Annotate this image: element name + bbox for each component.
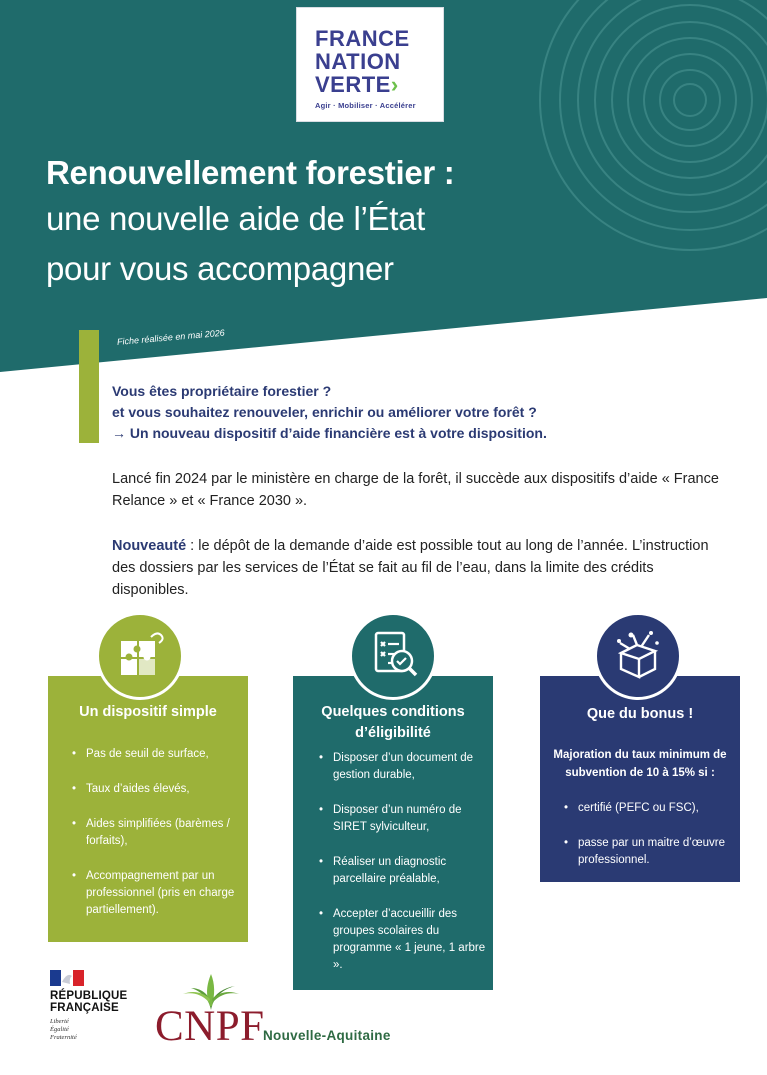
- rf-motto-2: Égalité: [50, 1026, 69, 1033]
- logo-line-3: [315, 74, 399, 96]
- rf-motto-1: Liberté: [50, 1018, 69, 1025]
- card-bonus-list: [564, 800, 732, 887]
- card-conditions-title: Quelques conditions d’éligibilité: [321, 704, 465, 741]
- title-line-3: pour vous accompagner: [46, 250, 394, 287]
- list-item: • Disposer d’un document de gestion durable,: [319, 750, 487, 784]
- logo-tagline: Agir · Mobiliser · Accélérer: [315, 101, 416, 110]
- intro-line-1: Vous êtes propriétaire forestier ?: [112, 383, 332, 399]
- checklist-magnifier-icon: [349, 612, 437, 700]
- logo-line-2: NATION: [315, 49, 401, 74]
- chevron-right-icon: ›: [390, 72, 399, 97]
- logo-line-3-text: VERTE: [315, 72, 391, 97]
- puzzle-icon: [96, 612, 184, 700]
- date-note: Fiche réalisée en mai 2026: [116, 327, 226, 347]
- card-bonus: [540, 676, 740, 882]
- card-conditions: [293, 676, 493, 990]
- accent-bar: [79, 330, 99, 443]
- marianne-flag-icon: [50, 970, 84, 986]
- card-bonus-subtitle: Majoration du taux minimum de subvention de 10 à 15% si :: [553, 749, 727, 779]
- list-item: • Accepter d’accueillir des groupes scolaires du programme « 1 jeune, 1 arbre ».: [319, 906, 487, 974]
- rf-motto: [50, 1018, 77, 1042]
- intro-line-2: et vous souhaitez renouveler, enrichir ou améliorer votre forêt ?: [112, 404, 537, 420]
- card-simple: [48, 676, 248, 942]
- rf-line-2: FRANÇAISE: [50, 1002, 119, 1014]
- logo-line-1: FRANCE: [315, 26, 410, 51]
- list-item: • passe par un maitre d’œuvre professionnel.: [564, 835, 732, 869]
- novelty-text: : le dépôt de la demande d’aide est possible tout au long de l’année. L’instruction des dossiers par les services de l’État se fait au fil de l’eau, dans la limite des crédits disponibles.: [112, 538, 709, 598]
- card-simple-title: Un dispositif simple: [79, 704, 217, 720]
- novelty-highlight: Nouveauté: [112, 538, 187, 554]
- paragraph-launch: Lancé fin 2024 par le ministère en charge de la forêt, il succède aux dispositifs d’aide « France Relance » et « France 2030 ».: [112, 471, 719, 509]
- rf-name: [50, 990, 127, 1014]
- list-item: • Pas de seuil de surface,: [72, 746, 240, 763]
- cnpf-wordmark: CNPF: [155, 1003, 265, 1050]
- cnpf-logo: [155, 972, 415, 1052]
- card-bonus-title: Que du bonus !: [586, 706, 694, 722]
- intro-line-3: → Un nouveau dispositif d’aide financière est à votre disposition.: [112, 425, 547, 441]
- rf-line-1: RÉPUBLIQUE: [50, 990, 128, 1002]
- france-nation-verte-logo: [296, 7, 444, 122]
- list-item: • Réaliser un diagnostic parcellaire préalable,: [319, 854, 487, 888]
- page-title: [46, 152, 566, 294]
- list-item: • Disposer d’un numéro de SIRET sylviculteur,: [319, 802, 487, 836]
- card-conditions-list: [319, 750, 487, 992]
- list-item: • Taux d’aides élevés,: [72, 781, 240, 798]
- title-line-1: Renouvellement forestier :: [46, 154, 455, 191]
- list-item: • certifié (PEFC ou FSC),: [564, 800, 732, 817]
- rf-motto-3: Fraternité: [50, 1034, 77, 1041]
- paragraph-novelty: [112, 535, 722, 601]
- gift-box-icon: [594, 612, 682, 700]
- title-line-2: une nouvelle aide de l’État: [46, 200, 426, 237]
- card-simple-list: [72, 746, 240, 937]
- intro-block: [112, 381, 712, 444]
- list-item: • Aides simplifiées (barèmes / forfaits),: [72, 816, 240, 850]
- list-item: • Accompagnement par un professionnel (pris en charge partiellement).: [72, 868, 240, 919]
- cnpf-region: Nouvelle-Aquitaine: [263, 1028, 391, 1043]
